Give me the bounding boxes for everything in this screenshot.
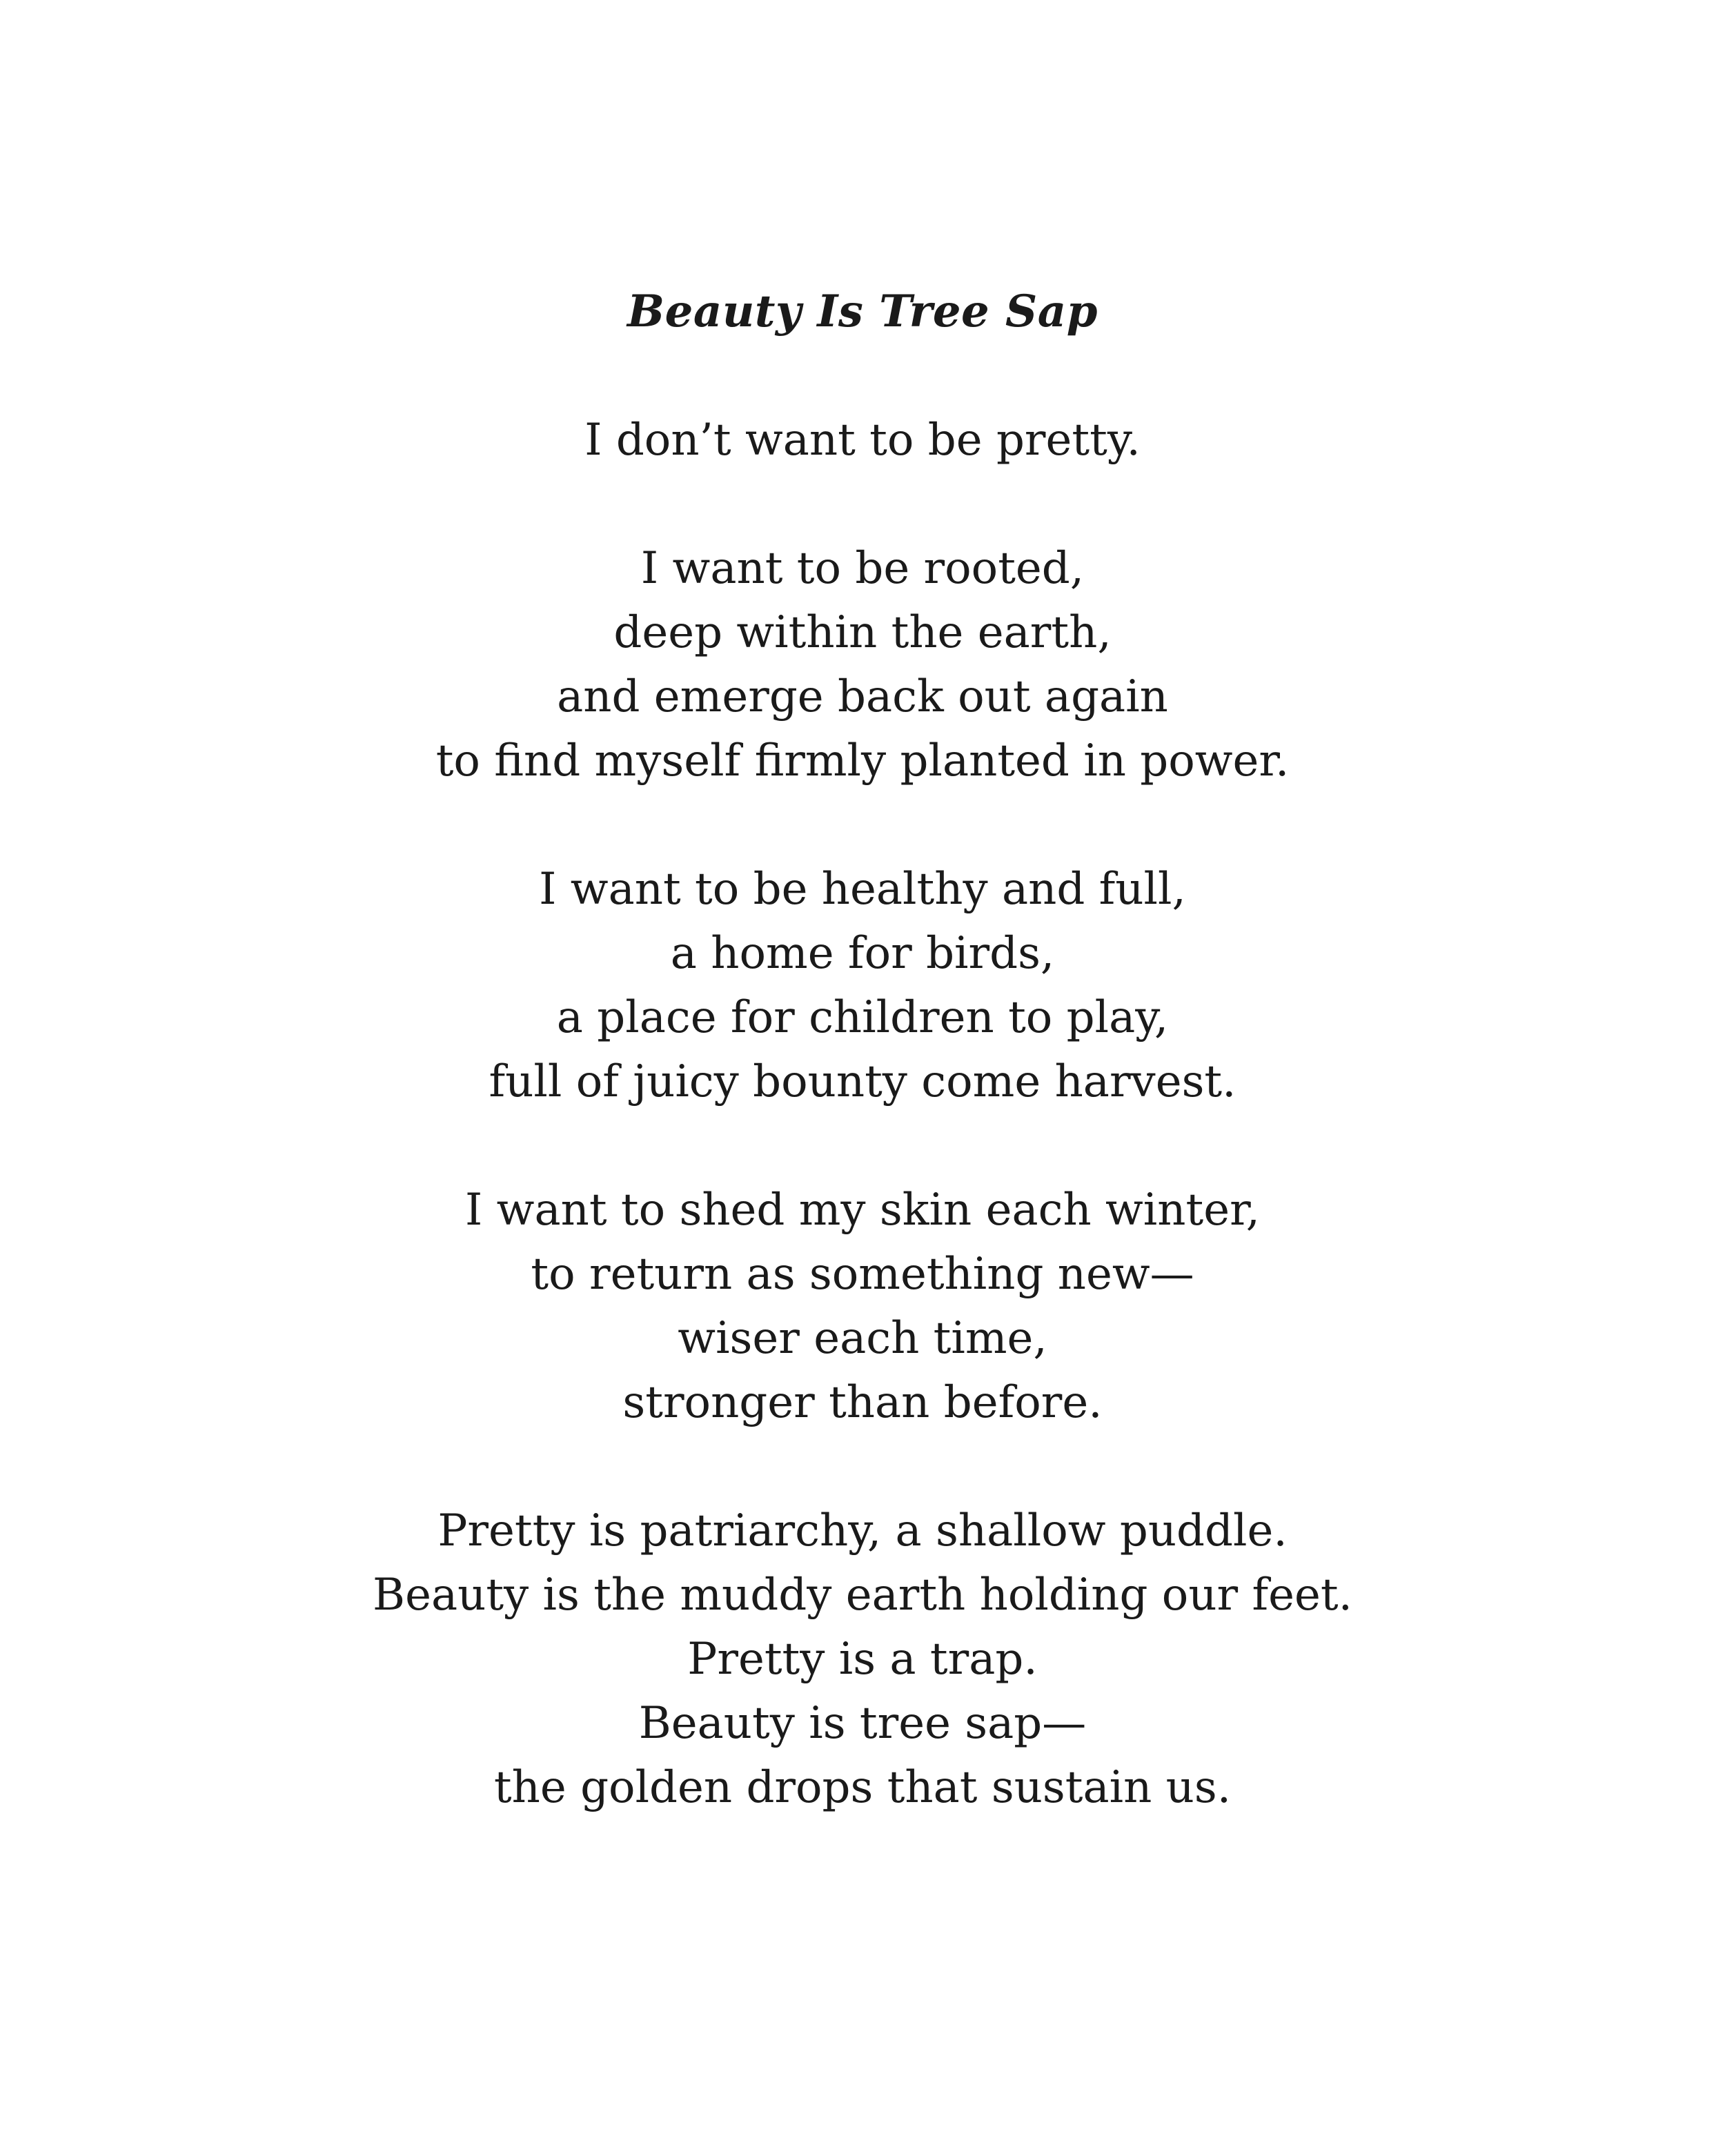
stanza-2 [0, 537, 1725, 793]
poem-line: Beauty is tree sap— [638, 1698, 1087, 1749]
poem-line: Pretty is patriarchy, a shallow puddle. [437, 1505, 1288, 1556]
poem-line: I don’t want to be pretty. [584, 415, 1141, 466]
poem-line: wiser each time, [678, 1313, 1047, 1364]
stanza-gap [0, 1435, 1725, 1499]
stanza-gap [0, 1114, 1725, 1178]
poem-line: I want to shed my skin each winter, [465, 1185, 1260, 1236]
stanza-gap [0, 793, 1725, 858]
poem-line: I want to be rooted, [640, 543, 1085, 594]
poem-line: Beauty is the muddy earth holding our feet. [373, 1570, 1352, 1621]
poem-line: Pretty is a trap. [687, 1634, 1038, 1685]
poem-line: to return as something new— [531, 1249, 1194, 1300]
poem-line: I want to be healthy and full, [539, 864, 1186, 915]
stanza-gap [0, 473, 1725, 537]
poem-line: deep within the earth, [613, 607, 1112, 658]
poem-title: Beauty Is Tree Sap [627, 286, 1098, 337]
poem-line: and emerge back out again [557, 671, 1168, 722]
poem-line: the golden drops that sustain us. [493, 1762, 1232, 1813]
stanza-3 [0, 858, 1725, 1114]
poem [0, 279, 1725, 1820]
stanza-1 [0, 408, 1725, 473]
poem-line: a home for birds, [670, 928, 1055, 979]
stanza-gap [0, 344, 1725, 408]
stanza-5 [0, 1499, 1725, 1820]
poem-line: stronger than before. [622, 1377, 1103, 1428]
poem-line: full of juicy bounty come harvest. [489, 1056, 1236, 1107]
stanza-4 [0, 1178, 1725, 1435]
poem-line: a place for children to play, [556, 992, 1169, 1043]
poem-line: to find myself firmly planted in power. [435, 735, 1290, 787]
